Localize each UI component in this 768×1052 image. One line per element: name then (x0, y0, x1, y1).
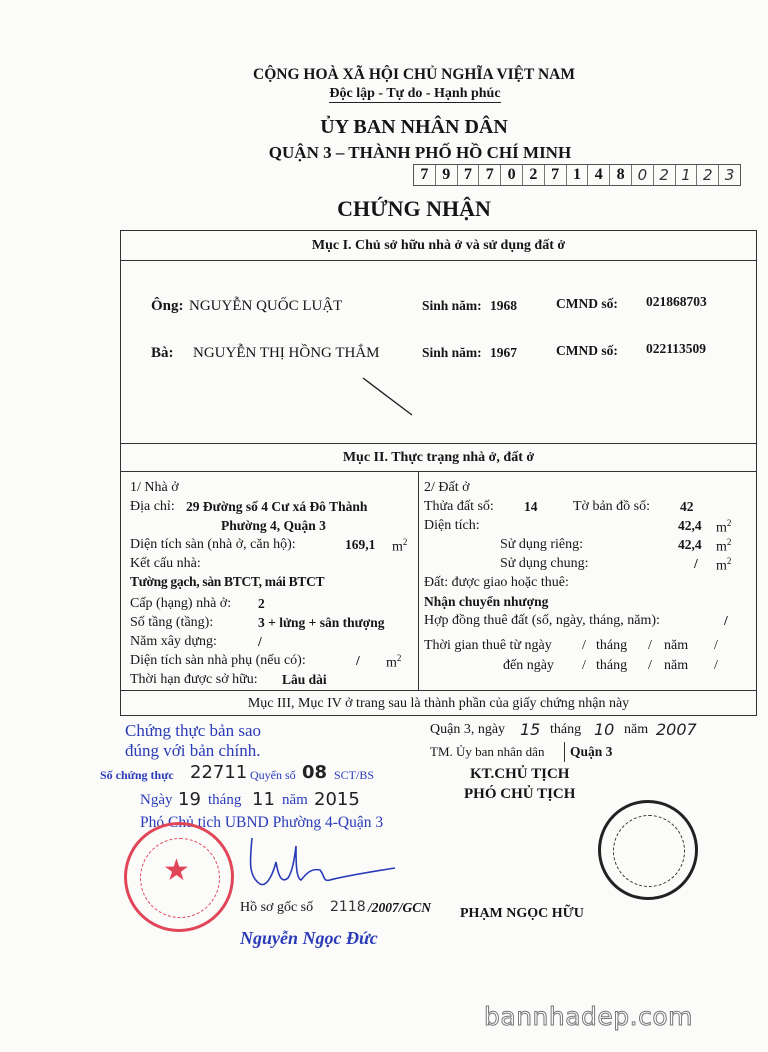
book-value: 08 (302, 762, 328, 783)
private-use-unit: $m^2$ (716, 537, 732, 555)
aux-area-label: Diện tích sàn nhà phụ (nếu có): (130, 653, 306, 668)
cert-day-value: 19 (178, 789, 201, 810)
issue-year: 2007 (656, 720, 697, 739)
book-suffix: SCT/BS (334, 768, 375, 782)
term-label: Thời hạn được sở hữu: (130, 672, 258, 687)
issue-month-label: tháng (550, 722, 582, 737)
land-area-value: 42,4 (678, 518, 702, 533)
seal-inner-ring (613, 815, 685, 887)
address-line2: Phường 4, Quận 3 (221, 518, 326, 533)
floor-area-label: Diện tích sàn (nhà ở, căn hộ): (130, 537, 296, 552)
unit-text: m (392, 539, 403, 555)
structure-label: Kết cấu nhà: (130, 556, 201, 571)
cert-number-value: 22711 (190, 762, 248, 783)
private-use-label: Sử dụng riêng: (500, 537, 584, 552)
lease-to-month-label: tháng (596, 658, 628, 673)
book-label: Quyển số (250, 768, 296, 782)
cert-number-label: Số chứng thực (100, 768, 174, 782)
map-sheet-label: Tờ bản đồ số: (573, 499, 651, 514)
floor-area-unit: $m^2$ (392, 537, 408, 555)
lease-contract-value: / (724, 613, 728, 628)
section1-title: Mục I. Chủ sở hữu nhà ở và sử dụng đất ở (311, 238, 566, 253)
serial-digit: 0 (501, 165, 523, 185)
unit-text: m (716, 520, 727, 536)
divider (120, 471, 757, 472)
role-line2: PHÓ CHỦ TỊCH (464, 786, 576, 802)
floors-label: Số tầng (tầng): (130, 615, 214, 630)
parcel-value: 14 (524, 499, 538, 514)
cert-month-value: 11 (252, 789, 275, 810)
aux-area-value: / (356, 653, 360, 668)
serial-digit-handwritten: 2 (654, 165, 676, 185)
land-area-unit: $m^2$ (716, 518, 732, 536)
lease-to-label: đến ngày (503, 658, 554, 673)
lease-from-year-label: năm (664, 638, 689, 653)
document-title: CHỨNG NHẬN (337, 196, 491, 221)
owner2-prefix: Bà: (151, 345, 174, 361)
divider (120, 443, 757, 444)
unit-text: m (716, 558, 727, 574)
aux-area-unit: $m^2$ (386, 653, 402, 671)
lease-from-month-label: tháng (596, 638, 628, 653)
owner2-id-label: CMND số: (556, 343, 618, 358)
serial-digit: 7 (545, 165, 567, 185)
floors-value: 3 + lửng + sân thượng (258, 615, 385, 630)
serial-digit-handwritten: 3 (724, 166, 735, 184)
address-line1: 29 Đường số 4 Cư xá Đô Thành (186, 499, 368, 514)
cert-year-value: 2015 (314, 789, 360, 810)
owner2-birth-year: 1967 (490, 345, 517, 360)
private-use-value: 42,4 (678, 537, 702, 552)
site-watermark: bannhadep.com (484, 1002, 694, 1031)
black-official-seal (598, 800, 698, 900)
year-built-value: / (258, 634, 262, 649)
cert-signer-name: Nguyễn Ngọc Đức (240, 928, 378, 948)
serial-digit-handwritten: 1 (676, 165, 698, 185)
serial-digit: 7 (414, 165, 436, 185)
parcel-label: Thửa đất số: (424, 499, 494, 514)
lease-from-year: / (714, 638, 718, 653)
shared-use-label: Sử dụng chung: (500, 556, 589, 571)
file-number-suffix: /2007/GCN (368, 900, 432, 915)
role-line1: KT.CHỦ TỊCH (470, 766, 570, 782)
strike-line (360, 375, 420, 420)
owner1-prefix: Ông: (151, 298, 184, 314)
serial-digit: 7 (479, 165, 501, 185)
serial-digit-handwritten: 0 (632, 165, 654, 185)
structure-value: Tường gạch, sàn BTCT, mái BTCT (130, 574, 325, 589)
issue-place: Quận 3, ngày (430, 722, 506, 737)
red-official-seal (124, 822, 234, 932)
divider (120, 260, 757, 261)
cert-stamp-line1: Chứng thực bản sao (125, 721, 261, 740)
serial-digit-handwritten: 2 (697, 165, 719, 185)
year-built-label: Năm xây dựng: (130, 634, 217, 649)
owner1-id-label: CMND số: (556, 296, 618, 311)
grade-value: 2 (258, 596, 265, 611)
serial-digit: 7 (458, 165, 480, 185)
district-name: QUẬN 3 – THÀNH PHỐ HỒ CHÍ MINH (268, 143, 572, 162)
owner2-id-number: 022113509 (646, 341, 707, 356)
map-sheet-value: 42 (680, 499, 694, 514)
issue-day: 15 (520, 720, 541, 739)
lease-to-year: / (714, 658, 718, 673)
cert-stamp-line2: đúng với bản chính. (125, 741, 261, 760)
land-heading: 2/ Đất ở (424, 480, 470, 495)
on-behalf-label: TM. Ủy ban nhân dân (430, 744, 545, 759)
owner1-birth-label: Sinh năm: (422, 298, 482, 313)
term-value: Lâu dài (282, 672, 327, 687)
serial-digit: 9 (436, 165, 458, 185)
unit-text: m (716, 539, 727, 555)
land-area-label: Diện tích: (424, 518, 480, 533)
grade-label: Cấp (hạng) nhà ở: (130, 596, 232, 611)
divider (120, 690, 757, 691)
owner1-name: NGUYỄN QUỐC LUẬT (189, 298, 343, 314)
section2-title: Mục II. Thực trạng nhà ở, đất ở (342, 450, 535, 465)
allocation-label: Đất: được giao hoặc thuê: (424, 575, 569, 590)
serial-number-boxes (413, 164, 741, 186)
file-number-value: 2118 (330, 899, 366, 915)
section3-note: Mục III, Mục IV ở trang sau là thành phần của giấy chứng nhận này (247, 696, 630, 711)
cert-signature (240, 836, 400, 896)
lease-from-day: / (582, 638, 586, 653)
shared-use-value: / (694, 556, 698, 571)
lease-contract-label: Hợp đồng thuê đất (số, ngày, tháng, năm): (424, 613, 660, 628)
house-heading: 1/ Nhà ở (130, 480, 179, 495)
file-number-label: Hồ sơ gốc số (240, 900, 314, 915)
issue-year-label: năm (624, 722, 649, 737)
motto (0, 86, 768, 102)
country-name: CỘNG HOÀ XÃ HỘI CHỦ NGHĨA VIỆT NAM (253, 66, 575, 83)
motto-text: Độc lập - Tự do - Hạnh phúc (329, 86, 501, 101)
owner2-birth-year-label: Sinh năm: (422, 345, 482, 360)
allocation-value: Nhận chuyển nhượng (424, 594, 549, 609)
lease-to-day: / (582, 658, 586, 673)
serial-digit: 4 (588, 165, 610, 185)
shared-use-unit: $m^2$ (716, 556, 732, 574)
on-behalf-district: Quận 3 (570, 744, 613, 759)
lease-to-month: / (648, 658, 652, 673)
serial-digit: 2 (523, 165, 545, 185)
cert-year-label: năm (282, 792, 308, 808)
lease-from-month: / (648, 638, 652, 653)
issuer-name: PHẠM NGỌC HỮU (460, 906, 584, 921)
column-divider (418, 471, 419, 690)
owner1-birth-year: 1968 (490, 298, 517, 313)
serial-digit: 8 (610, 165, 632, 185)
lease-to-year-label: năm (664, 658, 689, 673)
authority-name: ỦY BAN NHÂN DÂN (320, 116, 508, 138)
serial-digit: 1 (567, 165, 589, 185)
lease-from-label: Thời gian thuê từ ngày (424, 638, 552, 653)
owner1-id-number: 021868703 (646, 294, 707, 309)
star-icon: ★ (163, 854, 190, 887)
on-behalf-separator (564, 742, 565, 762)
unit-text: m (386, 655, 397, 671)
cert-official-title: Phó Chủ tịch UBND Phường 4-Quận 3 (140, 814, 384, 831)
cert-day-label: Ngày (140, 792, 173, 808)
floor-area-value: 169,1 (345, 537, 376, 552)
owner2-name: NGUYỄN THỊ HỒNG THẮM (193, 345, 380, 361)
address-label: Địa chỉ: (130, 499, 175, 514)
issue-month: 10 (594, 720, 615, 739)
cert-month-label: tháng (208, 792, 242, 808)
